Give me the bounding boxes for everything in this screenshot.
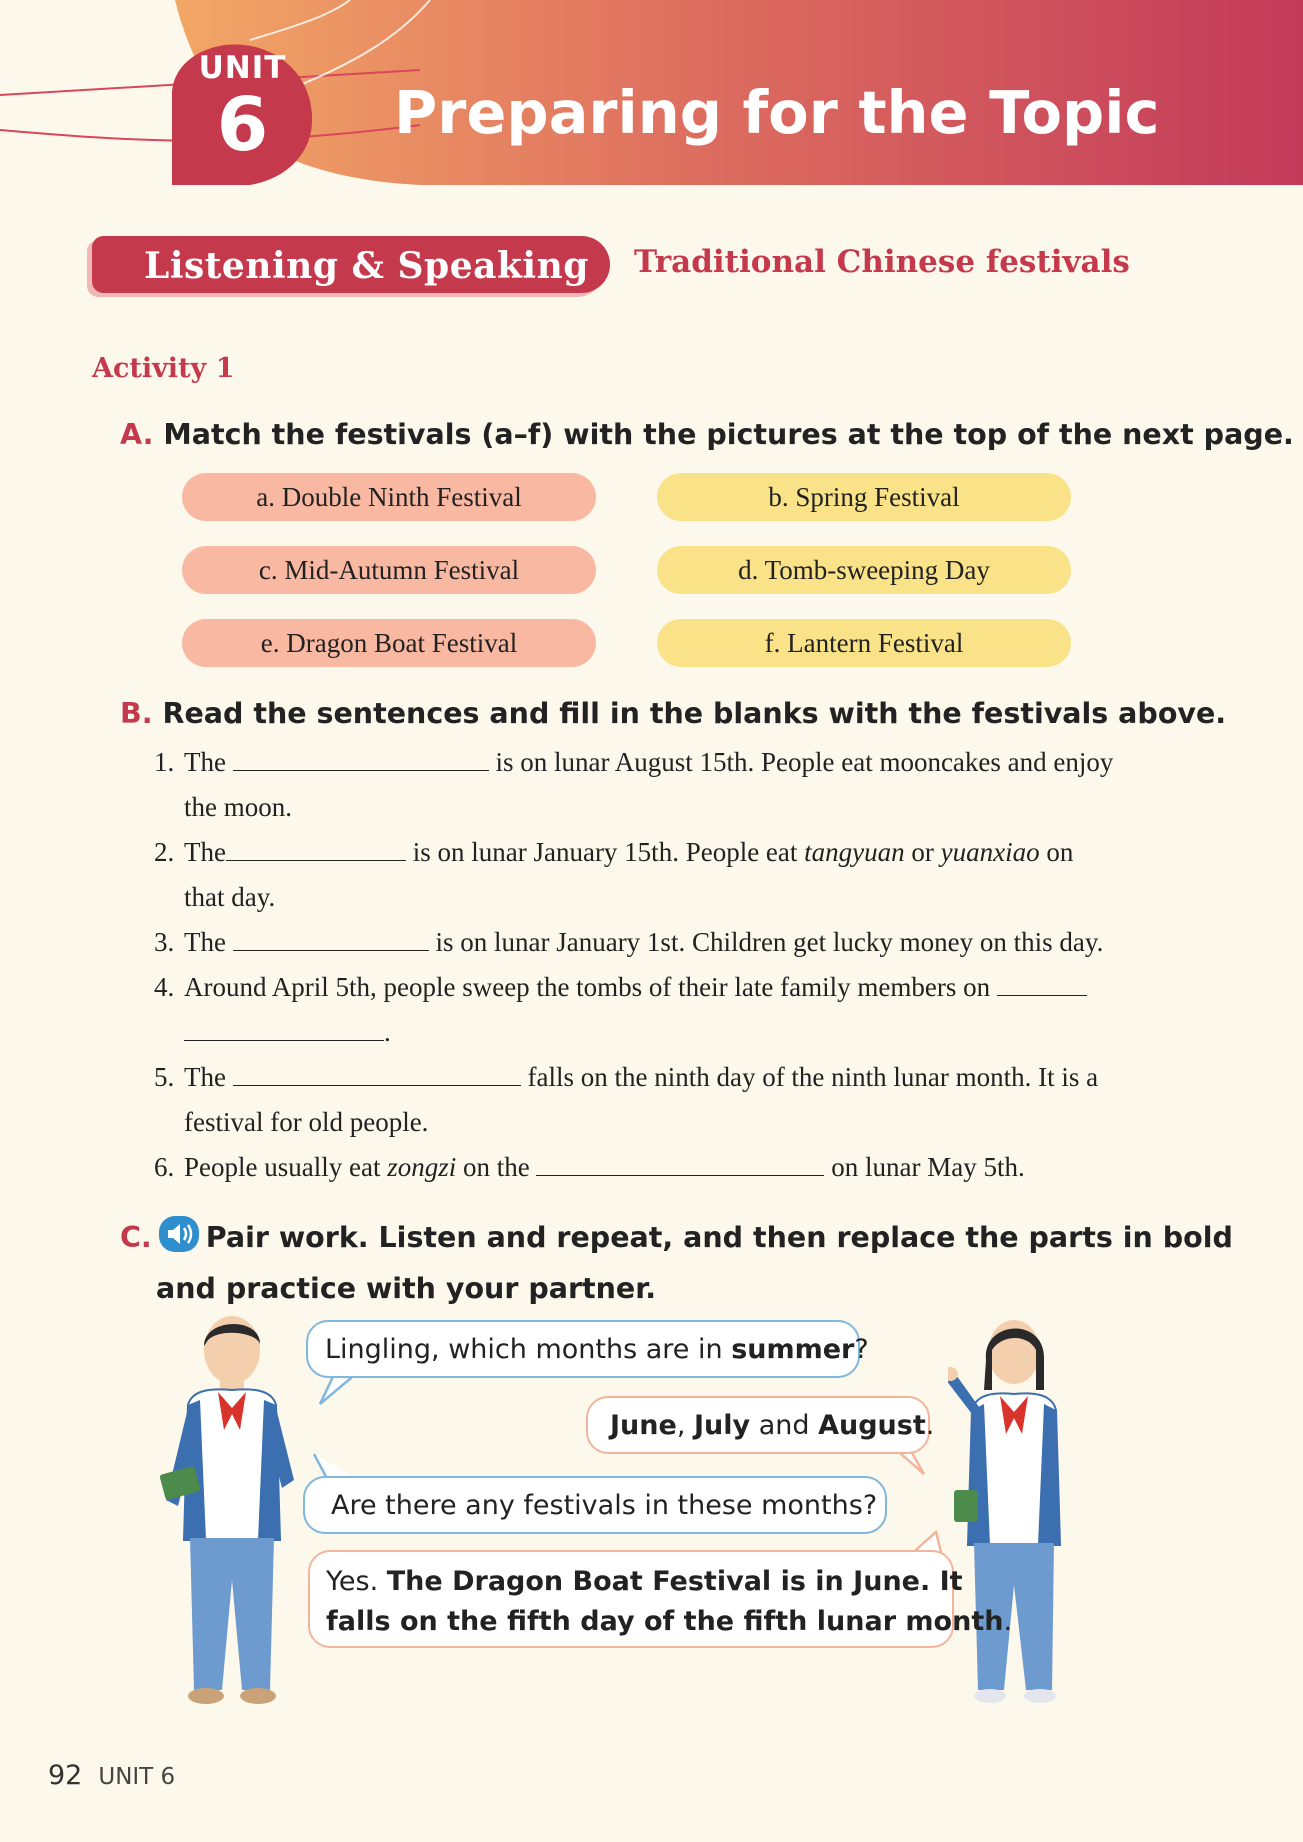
part-b-letter: B. (120, 697, 153, 730)
part-c-text-line1: Pair work. Listen and repeat, and then replace the parts in bold (205, 1221, 1233, 1254)
bubble-text: . (1003, 1606, 1013, 1637)
sentence-text: People usually eat (184, 1152, 381, 1182)
bubble-bold-text: July (693, 1410, 751, 1441)
festival-option-a[interactable]: a. Double Ninth Festival (182, 473, 596, 521)
bubble-text: ? (854, 1334, 869, 1365)
section-topic: Traditional Chinese festivals (634, 244, 1130, 280)
sentence-text: on lunar May 5th. (831, 1152, 1025, 1182)
answer-blank-6[interactable] (536, 1147, 824, 1176)
section-label-pill (92, 236, 610, 293)
bubble-text: Are there any festivals in these months? (331, 1490, 878, 1521)
sentence-number: 1. (154, 747, 175, 777)
sentence-number: 5. (154, 1062, 175, 1092)
festival-option-d[interactable]: d. Tomb-sweeping Day (657, 546, 1071, 594)
sentence-text: The (184, 747, 226, 777)
answer-blank-2[interactable] (226, 832, 406, 861)
sentence-number: 3. (154, 927, 175, 957)
festival-option-f[interactable]: f. Lantern Festival (657, 619, 1071, 667)
sentence-text: on (1046, 837, 1074, 867)
girl-student-illustration (948, 1310, 1078, 1705)
bubble-text: , (676, 1410, 694, 1441)
answer-blank-3[interactable] (233, 922, 429, 951)
bubble-text: Lingling, which months are in (325, 1334, 732, 1365)
sentence-text: The (184, 837, 226, 867)
part-a-text: Match the festivals (a–f) with the pictures at the top of the next page. (163, 418, 1294, 451)
page-number: 92 (48, 1760, 83, 1791)
sentence-italic-word: zongzi (387, 1152, 457, 1182)
sentence-6 (154, 1145, 1174, 1190)
sentence-number: 4. (154, 972, 175, 1002)
sentence-3 (154, 920, 1174, 965)
part-a-letter: A. (120, 418, 154, 451)
sentence-text: falls on the ninth day of the ninth lunar month. It is a (527, 1062, 1099, 1092)
unit-word: UNIT (198, 50, 287, 86)
unit-number: 6 (216, 82, 269, 168)
bubble-bold-text: August (818, 1410, 926, 1441)
dialogue-bubble-2 (586, 1396, 935, 1454)
sentence-text: on the (462, 1152, 530, 1182)
dialogue-bubble-1 (306, 1320, 869, 1378)
page-title: Preparing for the Topic (394, 78, 1160, 147)
sentence-text: The (184, 927, 226, 957)
part-c-letter: C. (120, 1221, 152, 1254)
sentence-italic-word: tangyuan (804, 837, 905, 867)
bubble-bold-text: The Dragon Boat Festival is in June. It (386, 1566, 963, 1597)
part-c-instruction (120, 1215, 1233, 1311)
bubble-text: . (925, 1410, 935, 1441)
activity-title: Activity 1 (92, 353, 235, 384)
answer-blank-4b[interactable] (184, 1012, 384, 1041)
footer-unit-label: UNIT 6 (98, 1764, 176, 1790)
sentence-5 (154, 1055, 1174, 1145)
unit-badge (170, 50, 315, 168)
dialogue-bubble-4 (308, 1550, 1013, 1648)
answer-blank-5[interactable] (233, 1057, 521, 1086)
part-b-text: Read the sentences and fill in the blanks with the festivals above. (162, 697, 1227, 730)
bubble-bold-text: summer (731, 1334, 855, 1365)
bubble-bold-text: June (610, 1410, 677, 1441)
sentence-text: is on lunar August 15th. People eat mooncakes and enjoy (495, 747, 1114, 777)
page-footer (48, 1760, 175, 1791)
speaker-icon[interactable] (158, 1215, 200, 1266)
part-a-instruction (120, 418, 1294, 451)
dialogue-bubble-3 (303, 1476, 887, 1534)
sentence-continuation: the moon. (184, 792, 292, 822)
section-label: Listening & Speaking (144, 245, 589, 287)
sentence-2 (154, 830, 1174, 920)
sentence-text: Around April 5th, people sweep the tombs of their late family members on (184, 972, 991, 1002)
festival-option-e[interactable]: e. Dragon Boat Festival (182, 619, 596, 667)
sentence-text: The (184, 1062, 226, 1092)
sentence-text: or (911, 837, 934, 867)
part-b-instruction (120, 697, 1226, 730)
sentence-list (154, 740, 1174, 1190)
sentence-number: 2. (154, 837, 175, 867)
sentence-text: is on lunar January 15th. People eat (412, 837, 798, 867)
sentence-text: . (384, 1017, 391, 1047)
bubble-text: Yes. (326, 1566, 387, 1597)
sentence-italic-word: yuanxiao (940, 837, 1040, 867)
festival-option-b[interactable]: b. Spring Festival (657, 473, 1071, 521)
sentence-continuation: festival for old people. (184, 1107, 429, 1137)
sentence-1 (154, 740, 1174, 830)
sentence-number: 6. (154, 1152, 175, 1182)
boy-student-illustration (160, 1310, 305, 1705)
sentence-4 (154, 965, 1174, 1055)
bubble-text: and (750, 1410, 819, 1441)
part-c-text-line2: and practice with your partner. (156, 1272, 657, 1305)
answer-blank-4a[interactable] (997, 967, 1087, 996)
answer-blank-1[interactable] (233, 742, 489, 771)
bubble-bold-text: falls on the fifth day of the fifth lunar month (326, 1606, 1004, 1637)
sentence-continuation: that day. (184, 882, 276, 912)
festival-option-c[interactable]: c. Mid-Autumn Festival (182, 546, 596, 594)
sentence-text: is on lunar January 1st. Children get lucky money on this day. (435, 927, 1104, 957)
